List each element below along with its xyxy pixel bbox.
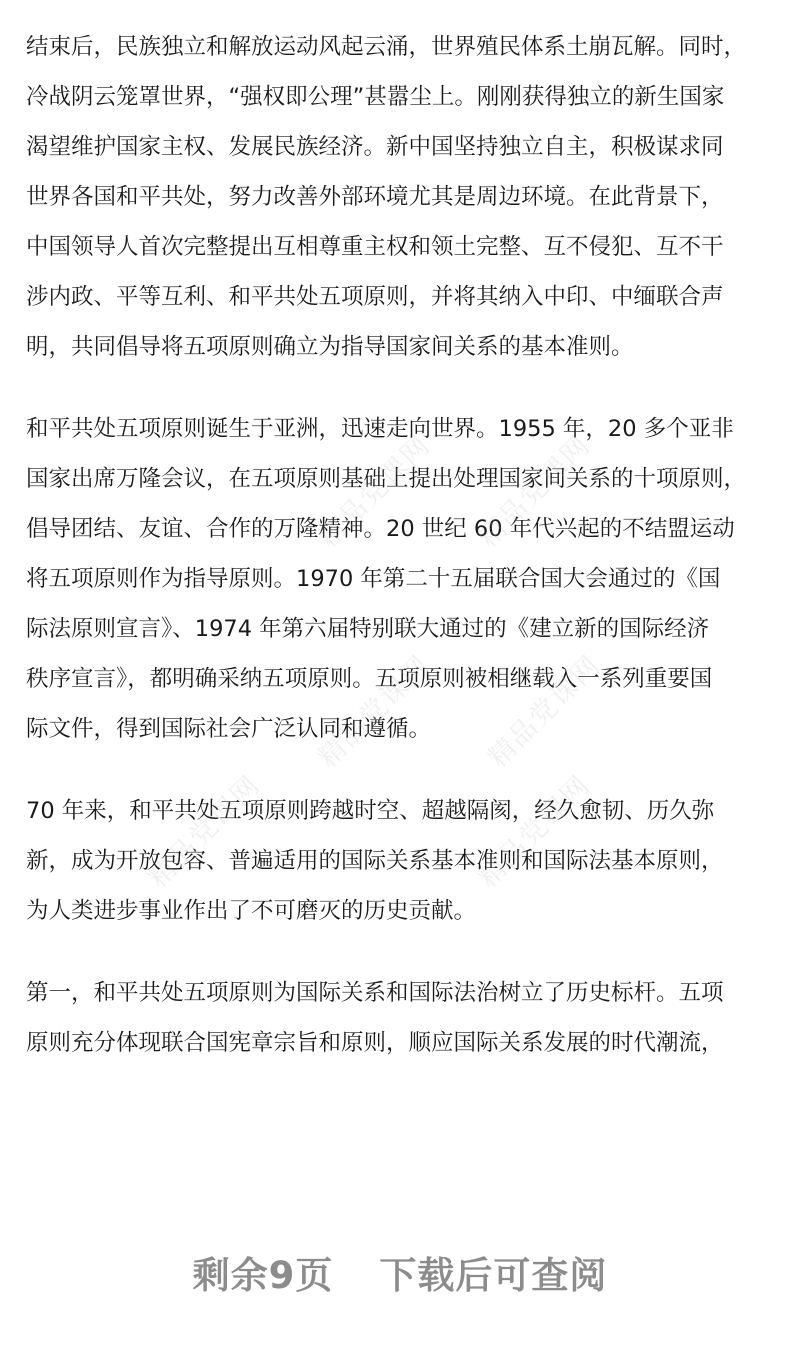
text-line: 际文件，得到国际社会广泛认同和遵循。 [26,716,432,742]
watermark: 精品党课网 [312,429,437,554]
text-line: 将五项原则作为指导原则。1970 年第二十五届联合国大会通过的《国 [26,566,721,592]
text-line: 中国领导人首次完整提出互相尊重主权和领土完整、互不侵犯、互不干 [26,234,724,260]
text-line: 70 年来，和平共处五项原则跨越时空、超越隔阂，经久愈韧、历久弥 [26,798,715,824]
text-line: 渴望维护国家主权、发展民族经济。新中国坚持独立自主，积极谋求同 [26,134,724,160]
text-line: 明，共同倡导将五项原则确立为指导国家间关系的基本准则。 [26,334,634,360]
watermark: 精品党课网 [472,769,597,894]
document-body [26,22,778,1068]
download-to-view-label[interactable]: 下载后可查阅 [379,1254,608,1297]
paywall-banner[interactable] [0,1245,800,1299]
paragraph [26,404,778,754]
text-line: 际法原则宣言》、1974 年第六届特别联大通过的《建立新的国际经济 [26,616,710,642]
text-line: 结束后，民族独立和解放运动风起云涌，世界殖民体系土崩瓦解。同时， [26,34,747,60]
watermark: 精品党课网 [472,429,597,554]
text-line: 为人类进步事业作出了不可磨灭的历史贡献。 [26,898,477,924]
text-line: 第一，和平共处五项原则为国际关系和国际法治树立了历史标杆。五项 [26,980,724,1006]
paragraph [26,968,778,1068]
text-line: 新，成为开放包容、普遍适用的国际关系基本准则和国际法基本原则， [26,848,724,874]
text-line: 原则充分体现联合国宪章宗旨和原则，顺应国际关系发展的时代潮流， [26,1030,724,1056]
watermark: 精品党课网 [312,649,437,774]
paragraph [26,786,778,936]
watermark: 精品党课网 [142,769,267,894]
text-line: 冷战阴云笼罩世界，“强权即公理”甚嚣尘上。刚刚获得独立的新生国家 [26,84,725,110]
text-line: 倡导团结、友谊、合作的万隆精神。20 世纪 60 年代兴起的不结盟运动 [26,516,735,542]
text-line: 和平共处五项原则诞生于亚洲，迅速走向世界。1955 年，20 多个亚非 [26,416,734,442]
text-line: 涉内政、平等互利、和平共处五项原则，并将其纳入中印、中缅联合声 [26,284,724,310]
watermark: 精品党课网 [482,649,607,774]
text-line: 秩序宣言》，都明确采纳五项原则。五项原则被相继载入一系列重要国 [26,666,713,692]
text-line: 世界各国和平共处，努力改善外部环境尤其是周边环境。在此背景下， [26,184,724,210]
text-line: 国家出席万隆会议，在五项原则基础上提出处理国家间关系的十项原则， [26,466,747,492]
remaining-pages-label: 剩余9页 [192,1254,334,1297]
paragraph [26,22,778,372]
